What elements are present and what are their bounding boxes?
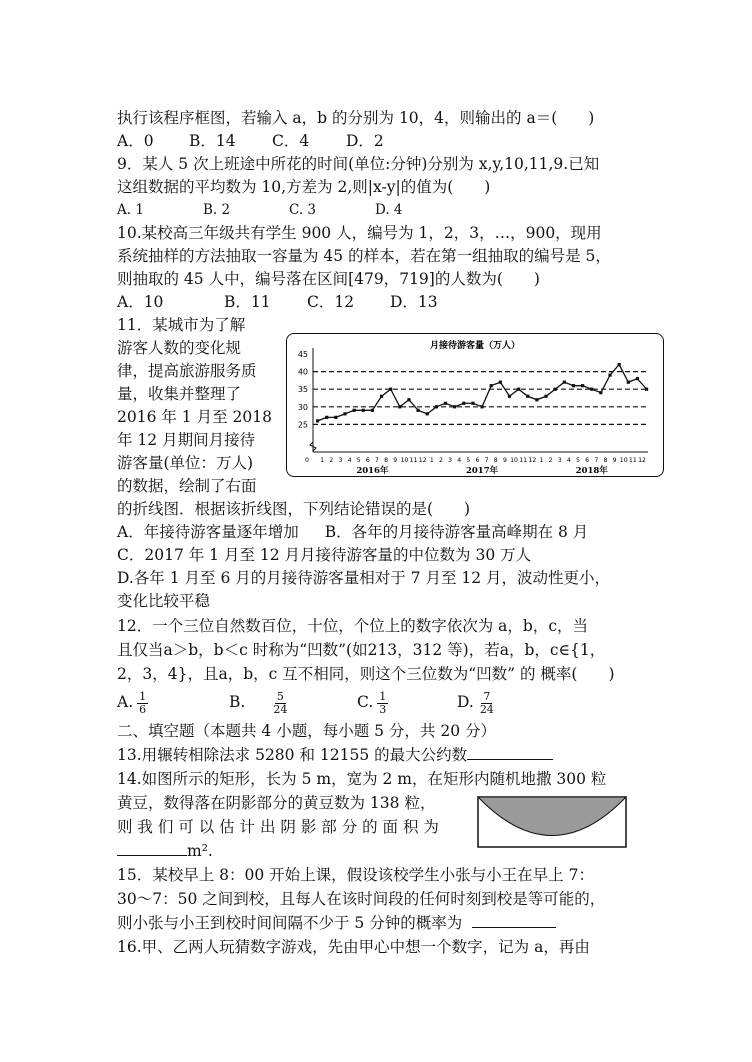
q15-answer-blank	[472, 913, 556, 928]
q11-stem-2: 游客人数的变化规	[117, 339, 242, 357]
data-point	[398, 405, 401, 408]
q10-options	[117, 292, 438, 312]
q8-option-c: C．4	[272, 132, 310, 150]
x-tick-label: 8	[384, 457, 389, 464]
chart-svg	[287, 334, 663, 476]
data-point	[325, 416, 328, 419]
data-point	[316, 419, 319, 422]
x-tick-label: 4	[566, 457, 571, 464]
x-tick-label: 4	[347, 457, 352, 464]
q8-options	[117, 131, 384, 151]
q10-stem-1: 10.某校高三年级共有学生 900 人，编号为 1，2，3，…，900，现用	[117, 224, 602, 242]
x-tick-label: 7	[484, 457, 489, 464]
year-label: 2018年	[575, 466, 608, 476]
data-point	[554, 388, 557, 391]
q9-option-b: B. 2	[203, 202, 231, 218]
q11-option-a: A．年接待游客量逐年增加	[117, 523, 299, 541]
data-point	[581, 384, 584, 387]
data-point	[416, 409, 419, 412]
x-tick-label: 3	[448, 457, 453, 464]
q13-stem: 13.用辗转相除法求 5280 和 12155 的最大公约数	[117, 745, 553, 765]
data-point	[471, 402, 474, 405]
q11-stem-7: 游客量(单位：万人)	[117, 454, 254, 472]
q14-stem-4: m².	[117, 841, 213, 861]
q9-stem-2: 这组数据的平均数为 10,方差为 2,则|x-y|的值为( )	[117, 178, 491, 196]
x-tick-label: 0	[305, 457, 309, 464]
q14-stem-3: 则 我 们 可 以 估 计 出 阴 影 部 分 的 面 积 为	[117, 818, 439, 836]
x-tick-label: 6	[475, 457, 480, 464]
x-tick-label: 9	[612, 457, 617, 464]
q12-stem-2: 且仅当a＞b，b＜c 时称为“凹数”(如213，312 等)，若a，b，c∈{1，	[117, 641, 606, 659]
q15-stem-1: 15．某校早上 8：00 开始上课，假设该校学生小张与小王在早上 7：	[117, 866, 594, 884]
y-tick-label: 40	[297, 367, 308, 377]
q12-option-c: C. $\frac{1}{3}$	[357, 689, 387, 716]
data-point	[353, 409, 356, 412]
x-tick-label: 7	[375, 457, 379, 464]
q14-stem-1: 14.如图所示的矩形，长为 5 m，宽为 2 m，在矩形内随机地撒 300 粒	[117, 770, 607, 788]
q11-option-d-2: 变化比较平稳	[117, 592, 211, 610]
data-point	[572, 384, 575, 387]
q11-option-d-1: D.各年 1 月至 6 月的月接待游客量相对于 7 月至 12 月，波动性更小，	[117, 569, 611, 587]
q14-stem-2: 黄豆，数得落在阴影部分的黄豆数为 138 粒，	[117, 794, 436, 812]
x-tick-label: 11	[519, 457, 528, 464]
q15-stem-2: 30～7：50 之间到校，且每人在该时间段的任何时刻到校是等可能的，	[117, 890, 606, 908]
q9-option-d: D. 4	[375, 202, 403, 218]
q11-option-c: C．2017 年 1 月至 12 月月接待游客量的中位数为 30 万人	[117, 546, 532, 564]
q8-option-d: D．2	[346, 132, 384, 150]
x-tick-label: 5	[466, 457, 471, 464]
data-point	[380, 395, 383, 398]
x-tick-label: 9	[502, 457, 507, 464]
q11-options-ab	[117, 522, 588, 542]
section-2-heading: 二、填空题（本题共 4 小题，每小题 5 分，共 20 分）	[117, 722, 497, 740]
x-tick-label: 5	[356, 457, 361, 464]
q12-option-a: A. $\frac{1}{6}$	[117, 689, 147, 716]
year-label: 2017年	[465, 466, 499, 476]
y-tick-label: 25	[297, 420, 308, 430]
x-tick-label: 2	[548, 457, 553, 464]
q12-stem-1: 12．一个三位自然数百位，十位，个位上的数字依次为 a，b，c，当	[117, 617, 588, 635]
x-tick-label: 1	[320, 457, 325, 464]
data-point	[517, 388, 520, 391]
data-point	[526, 395, 529, 398]
q9-option-a: A. 1	[117, 202, 144, 218]
q12-option-b: B. $\frac{5}{24}$	[229, 689, 288, 716]
x-tick-label: 7	[594, 457, 599, 464]
q10-option-a: A．10	[117, 293, 164, 311]
x-tick-label: 6	[365, 457, 370, 464]
tourist-line-chart	[286, 333, 664, 477]
q8-option-a: A．0	[117, 132, 154, 150]
q13-answer-blank	[467, 745, 553, 760]
x-tick-label: 5	[576, 457, 580, 464]
data-point	[444, 402, 447, 405]
x-tick-label: 12	[418, 457, 427, 464]
data-point	[645, 388, 648, 391]
x-tick-label: 6	[585, 457, 590, 464]
data-point	[407, 398, 410, 401]
y-tick-label: 30	[297, 402, 308, 412]
shaded-rectangle-figure	[477, 796, 627, 848]
x-tick-label: 11	[628, 457, 637, 464]
x-tick-label: 10	[619, 457, 628, 464]
q8-option-b: B．14	[189, 132, 236, 150]
x-tick-label: 8	[493, 457, 498, 464]
q9-stem-1: 9．某人 5 次上班途中所花的时间(单位:分钟)分别为 x,y,10,11,9.已知	[117, 155, 600, 173]
x-tick-label: 12	[528, 457, 537, 464]
q11-stem-5: 2016 年 1 月至 2018	[117, 408, 272, 426]
data-point	[544, 395, 547, 398]
data-point	[371, 409, 374, 412]
data-point	[435, 405, 438, 408]
x-tick-label: 10	[400, 457, 409, 464]
data-point	[480, 405, 483, 408]
data-point	[490, 384, 493, 387]
y-tick-label: 35	[297, 385, 308, 395]
q11-stem-1: 11．某城市为了解	[117, 316, 246, 334]
x-tick-label: 8	[603, 457, 608, 464]
data-point	[453, 405, 456, 408]
q11-stem-4: 量，收集并整理了	[117, 385, 242, 403]
x-tick-label: 9	[393, 457, 398, 464]
q9-options	[117, 200, 403, 220]
data-point	[389, 388, 392, 391]
q11-stem-3: 律，提高旅游服务质	[117, 362, 257, 380]
data-point	[608, 374, 611, 377]
y-tick-label: 45	[297, 350, 308, 359]
x-tick-label: 12	[638, 457, 646, 464]
x-tick-label: 2	[438, 457, 443, 464]
data-point	[627, 381, 630, 384]
q11-stem-9: 的折线图．根据该折线图，下列结论错误的是( )	[117, 500, 471, 518]
q10-option-c: C．12	[307, 293, 355, 311]
data-point	[618, 363, 621, 366]
x-tick-label: 4	[457, 457, 462, 464]
q11-option-b: B．各年的月接待游客量高峰期在 8 月	[324, 523, 589, 541]
x-tick-label: 1	[539, 457, 544, 464]
x-tick-label: 1	[429, 457, 434, 464]
data-point	[636, 377, 639, 380]
x-tick-label: 3	[557, 457, 562, 464]
data-point	[535, 398, 538, 401]
q12-option-d: D. $\frac{7}{24}$	[457, 689, 494, 716]
x-tick-label: 11	[409, 457, 418, 464]
q12-stem-3: 2，3，4}，且a，b，c 互不相同，则这个三位数为“凹数” 的 概率( )	[117, 665, 615, 683]
q11-stem-6: 年 12 月期间月接待	[117, 431, 256, 449]
x-tick-label: 2	[329, 457, 334, 464]
q12-options	[117, 690, 500, 716]
q16-stem-1: 16.甲、乙两人玩猜数字游戏，先由甲心中想一个数字，记为 a，再由	[117, 938, 590, 956]
chart-title: 月接待游客量（万人）	[429, 341, 521, 351]
q11-stem-8: 的数据，绘制了右面	[117, 477, 257, 495]
data-point	[590, 388, 593, 391]
series-line	[318, 365, 647, 421]
data-point	[362, 409, 365, 412]
q15-stem-3: 则小张与小王到校时间间隔不少于 5 分钟的概率为	[117, 913, 556, 933]
data-point	[426, 412, 429, 415]
x-tick-label: 3	[338, 457, 343, 464]
data-point	[499, 381, 502, 384]
data-point	[343, 412, 346, 415]
data-point	[599, 391, 602, 394]
data-point	[508, 395, 511, 398]
data-point	[334, 416, 337, 419]
x-tick-label: 10	[510, 457, 518, 464]
q10-option-b: B．11	[224, 293, 271, 311]
year-label: 2016年	[356, 466, 389, 476]
q9-option-c: C. 3	[289, 202, 317, 218]
q10-stem-3: 则抽取的 45 人中，编号落在区间[479，719]的人数为( )	[117, 270, 540, 288]
q14-answer-blank	[117, 841, 187, 856]
q8-stem: 执行该程序框图，若输入 a，b 的分别为 10，4，则输出的 a＝( )	[117, 109, 595, 127]
q10-option-d: D．13	[390, 293, 438, 311]
data-point	[462, 402, 465, 405]
data-point	[563, 381, 566, 384]
q10-stem-2: 系统抽样的方法抽取一容量为 45 的样本，若在第一组抽取的编号是 5，	[117, 247, 611, 265]
